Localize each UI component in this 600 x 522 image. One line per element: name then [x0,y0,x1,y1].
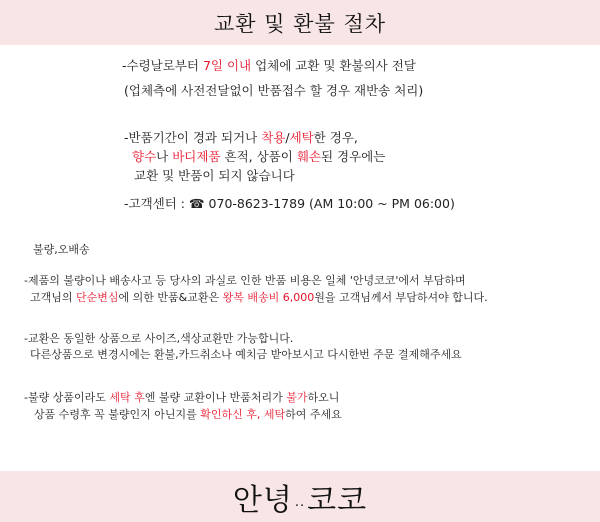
brand-name-right: 코코 [307,482,368,518]
restriction-line-3: 교환 및 반품이 되지 않습니다 [134,168,295,183]
text: 상품 수령후 꼭 불량인지 아닌지를 [34,408,201,421]
text: 고객님의 [30,291,77,304]
highlight-text: 확인하신 후, 세탁 [200,408,286,421]
wash-paragraph-line-1 [24,390,339,406]
text: 된 경우에는 [320,149,386,164]
restriction-line-1 [124,130,358,146]
exchange-paragraph-line-2: 다른상품으로 변경시에는 환불,카드취소나 예치금 받아보시고 다시한번 주문 결제해주세요 [30,348,462,361]
highlight-text: 세탁 [289,130,314,145]
highlight-text: 세탁 후 [109,391,145,404]
highlight-text: 단순변심 [76,291,119,304]
phone-icon: ☎ [188,196,205,211]
text: -수령날로부터 [122,58,203,73]
highlight-text: 왕복 배송비 6,000 [222,291,315,304]
contact-label: -고객센터 : [124,196,189,211]
notice-line: (업체측에 사전전달없이 반품접수 할 경우 재반송 처리) [124,83,424,98]
text: 에 의한 반품&교환은 [118,291,223,304]
wash-paragraph-line-2 [34,407,342,423]
contact-line [124,196,455,212]
text: 엔 불량 교환이나 반품처리가 [144,391,287,404]
contact-number: 070-8623-1789 (AM 10:00 ~ PM 06:00) [204,196,455,211]
highlight-text: 7일 이내 [202,58,252,73]
restriction-line-2 [132,149,385,165]
text: 원을 고객님께서 부담하셔야 합니다. [314,291,488,304]
footer-brand-band [0,471,600,522]
page-header [0,0,600,45]
highlight-text: 착용 [261,130,286,145]
defect-paragraph-1-line-2 [30,290,488,306]
text: 하오니 [307,391,340,404]
highlight-text: 향수 [132,149,157,164]
text: -불량 상품이라도 [24,391,110,404]
text: -반품기간이 경과 되거나 [124,130,262,145]
return-period-line [122,58,416,74]
brand-dots: .. [294,495,306,510]
highlight-text: 바디제품 [172,149,221,164]
defect-paragraph-1-line-1: -제품의 불량이나 배송사고 등 당사의 과실로 인한 반품 비용은 일체 '안녕코코'에서 부담하며 [24,274,466,287]
text: / [285,130,290,145]
text: 흔적, 상품이 [220,149,297,164]
text: 한 경우, [313,130,358,145]
brand-name-left: 안녕 [232,482,293,518]
page-title: 교환 및 환불 절차 [213,11,387,36]
highlight-text: 훼손 [296,149,321,164]
text: 나 [156,149,173,164]
exchange-paragraph-line-1: -교환은 동일한 상품으로 사이즈,색상교환만 가능합니다. [24,332,294,345]
section-title: 불량,오배송 [33,243,90,256]
text: 업체에 교환 및 환불의사 전달 [251,58,416,73]
highlight-text: 불가 [286,391,308,404]
text: 하여 주세요 [285,408,342,421]
